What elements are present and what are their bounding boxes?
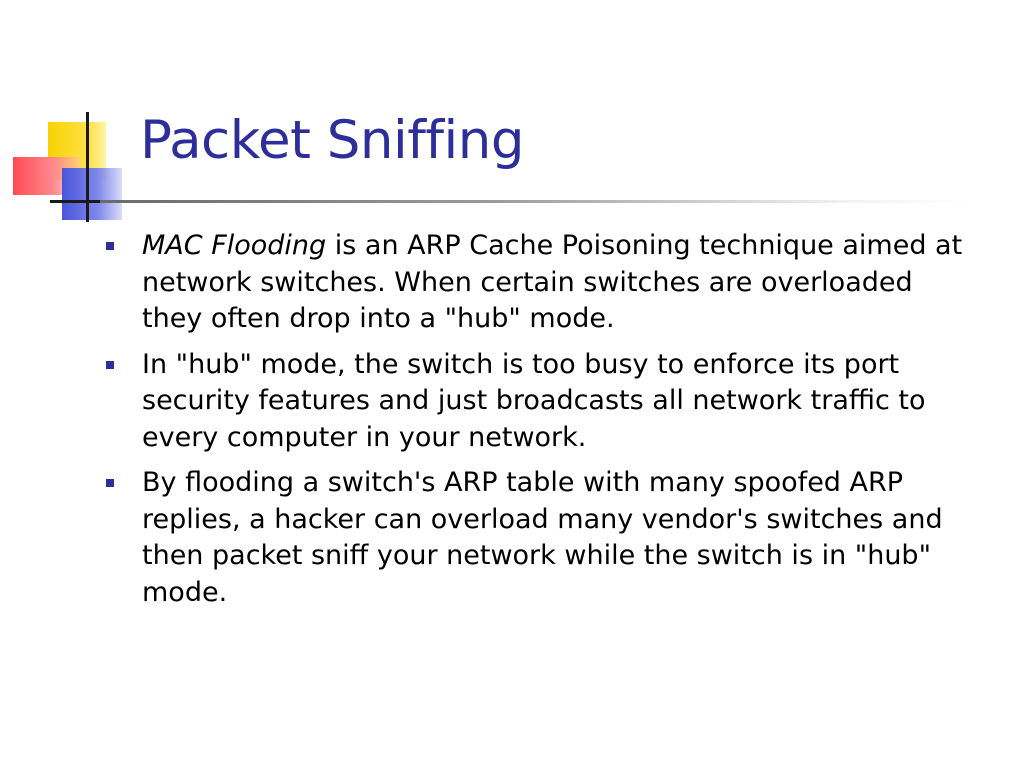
- square-bullet-icon: [106, 242, 114, 250]
- bullet-item: [104, 347, 964, 457]
- slide-title: Packet Sniffing: [140, 110, 524, 171]
- square-bullet-icon: [106, 479, 114, 487]
- bullet-list: [104, 228, 964, 620]
- bullet-text: is an ARP Cache Poisoning technique aimed at network switches. When certain switches are overloaded they often drop into a "hub" mode.: [142, 230, 963, 334]
- decorative-blue-square: [62, 168, 122, 220]
- title-underline: [100, 200, 970, 203]
- bullet-text: By flooding a switch's ARP table with many spoofed ARP replies, a hacker can overload many vendor's switches and then packet sniff your network while the switch is in "hub" mode.: [142, 467, 943, 608]
- bullet-emphasis: MAC Flooding: [142, 230, 327, 261]
- decorative-vertical-line: [86, 112, 89, 222]
- square-bullet-icon: [106, 361, 114, 369]
- bullet-text: In "hub" mode, the switch is too busy to enforce its port security features and just broadcasts all network traffic to every computer in your network.: [142, 348, 926, 453]
- bullet-item: [104, 465, 964, 611]
- bullet-item: [104, 228, 964, 338]
